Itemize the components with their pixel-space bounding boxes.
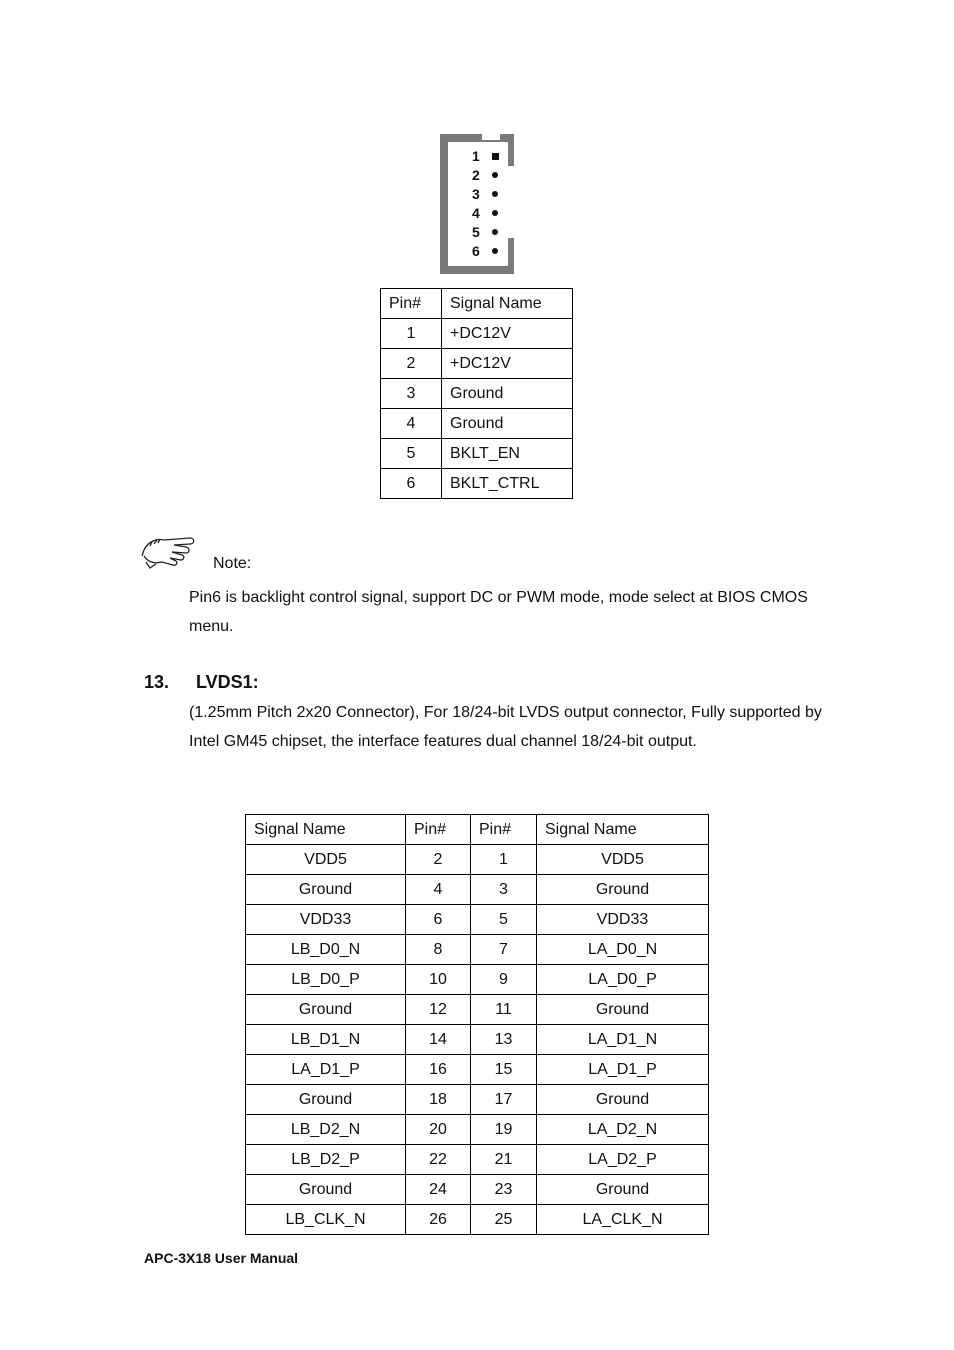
section-heading [144,672,259,693]
table-cell: 24 [406,1175,471,1205]
table-cell: LA_D1_P [537,1055,709,1085]
table-cell: Ground [246,995,406,1025]
table-cell: 5 [471,905,537,935]
pin-dot [492,210,498,216]
table-header-cell: Pin# [381,289,442,319]
table-cell: Ground [246,1085,406,1115]
table-cell: Ground [442,409,573,439]
table-cell: Ground [246,1175,406,1205]
section-title: LVDS1: [196,672,259,692]
pin-label: 5 [472,224,480,240]
pin-label: 1 [472,148,480,164]
table-header-cell: Signal Name [246,815,406,845]
table-cell: 8 [406,935,471,965]
table-header-cell: Pin# [471,815,537,845]
table-cell: LA_CLK_N [537,1205,709,1235]
table-cell: Ground [442,379,573,409]
table-cell: 22 [406,1145,471,1175]
table-cell: LA_D2_P [537,1145,709,1175]
table-cell: LB_D0_P [246,965,406,995]
table-row [246,1145,709,1175]
table-cell: 21 [471,1145,537,1175]
section-description: (1.25mm Pitch 2x20 Connector), For 18/24-bit LVDS output connector, Fully supported by Intel GM45 chipset, the interface features dual channel 18/24-bit output. [189,704,822,750]
table-row [246,965,709,995]
table-cell: 23 [471,1175,537,1205]
table-row [246,1115,709,1145]
table-cell: VDD5 [246,845,406,875]
table-cell: 2 [381,349,442,379]
table-cell: 10 [406,965,471,995]
table-cell: 3 [471,875,537,905]
table-cell: LB_D0_N [246,935,406,965]
pin-label: 6 [472,243,480,259]
table-cell: 17 [471,1085,537,1115]
table-cell: 18 [406,1085,471,1115]
table-cell: 3 [381,379,442,409]
table-cell: 26 [406,1205,471,1235]
table-cell: BKLT_EN [442,439,573,469]
pin-dot [492,191,498,197]
table-cell: LB_CLK_N [246,1205,406,1235]
table-row [381,409,573,439]
table-cell: 13 [471,1025,537,1055]
table-cell: 19 [471,1115,537,1145]
table-row [246,905,709,935]
pin-dot [492,248,498,254]
table-row [246,1025,709,1055]
table-cell: 12 [406,995,471,1025]
table-row [246,875,709,905]
pin-1-square-marker [492,153,499,160]
table-header-row [381,289,573,319]
table-cell: 5 [381,439,442,469]
table-cell: 4 [381,409,442,439]
table-row [246,995,709,1025]
table-header-cell: Signal Name [537,815,709,845]
table-row [381,439,573,469]
table-cell: LA_D0_N [537,935,709,965]
table-row [381,349,573,379]
table-cell: VDD5 [537,845,709,875]
table-cell: Ground [537,875,709,905]
table-cell: 11 [471,995,537,1025]
pointing-hand-icon [140,528,200,576]
table-header-cell: Signal Name [442,289,573,319]
table-cell: Ground [537,995,709,1025]
table-header-row [246,815,709,845]
table-cell: LB_D2_N [246,1115,406,1145]
table-row [246,1205,709,1235]
lvds-pin-table [245,814,709,1235]
table-cell: 2 [406,845,471,875]
table-cell: BKLT_CTRL [442,469,573,499]
table-cell: +DC12V [442,319,573,349]
table-cell: 20 [406,1115,471,1145]
table-header-cell: Pin# [406,815,471,845]
table-row [246,1055,709,1085]
connector-diagram [438,132,516,276]
pin-label: 2 [472,167,480,183]
pin-dot [492,229,498,235]
table-row [381,469,573,499]
table-cell: 6 [381,469,442,499]
table-cell: LA_D1_P [246,1055,406,1085]
table-row [246,1085,709,1115]
pin-dot [492,172,498,178]
table-cell: +DC12V [442,349,573,379]
pin-signal-table [380,288,573,499]
table-cell: 1 [381,319,442,349]
table-cell: Ground [246,875,406,905]
table-cell: LB_D2_P [246,1145,406,1175]
table-cell: 14 [406,1025,471,1055]
page-footer: APC-3X18 User Manual [144,1250,299,1266]
table-cell: 1 [471,845,537,875]
table-row [381,319,573,349]
table-cell: VDD33 [246,905,406,935]
pin-label: 4 [472,205,480,221]
table-cell: LA_D2_N [537,1115,709,1145]
note-text: Pin6 is backlight control signal, support DC or PWM mode, mode select at BIOS CMOS menu. [189,589,808,635]
table-cell: LB_D1_N [246,1025,406,1055]
table-cell: 25 [471,1205,537,1235]
table-row [246,935,709,965]
table-cell: 15 [471,1055,537,1085]
table-cell: 6 [406,905,471,935]
table-row [246,1175,709,1205]
table-cell: 9 [471,965,537,995]
table-cell: Ground [537,1175,709,1205]
pin-label: 3 [472,186,480,202]
table-cell: VDD33 [537,905,709,935]
table-cell: 16 [406,1055,471,1085]
table-cell: 4 [406,875,471,905]
section-number: 13. [144,672,170,692]
table-cell: LA_D0_P [537,965,709,995]
table-row [246,845,709,875]
table-cell: Ground [537,1085,709,1115]
table-cell: LA_D1_N [537,1025,709,1055]
table-row [381,379,573,409]
table-cell: 7 [471,935,537,965]
note-label: Note: [213,555,252,572]
